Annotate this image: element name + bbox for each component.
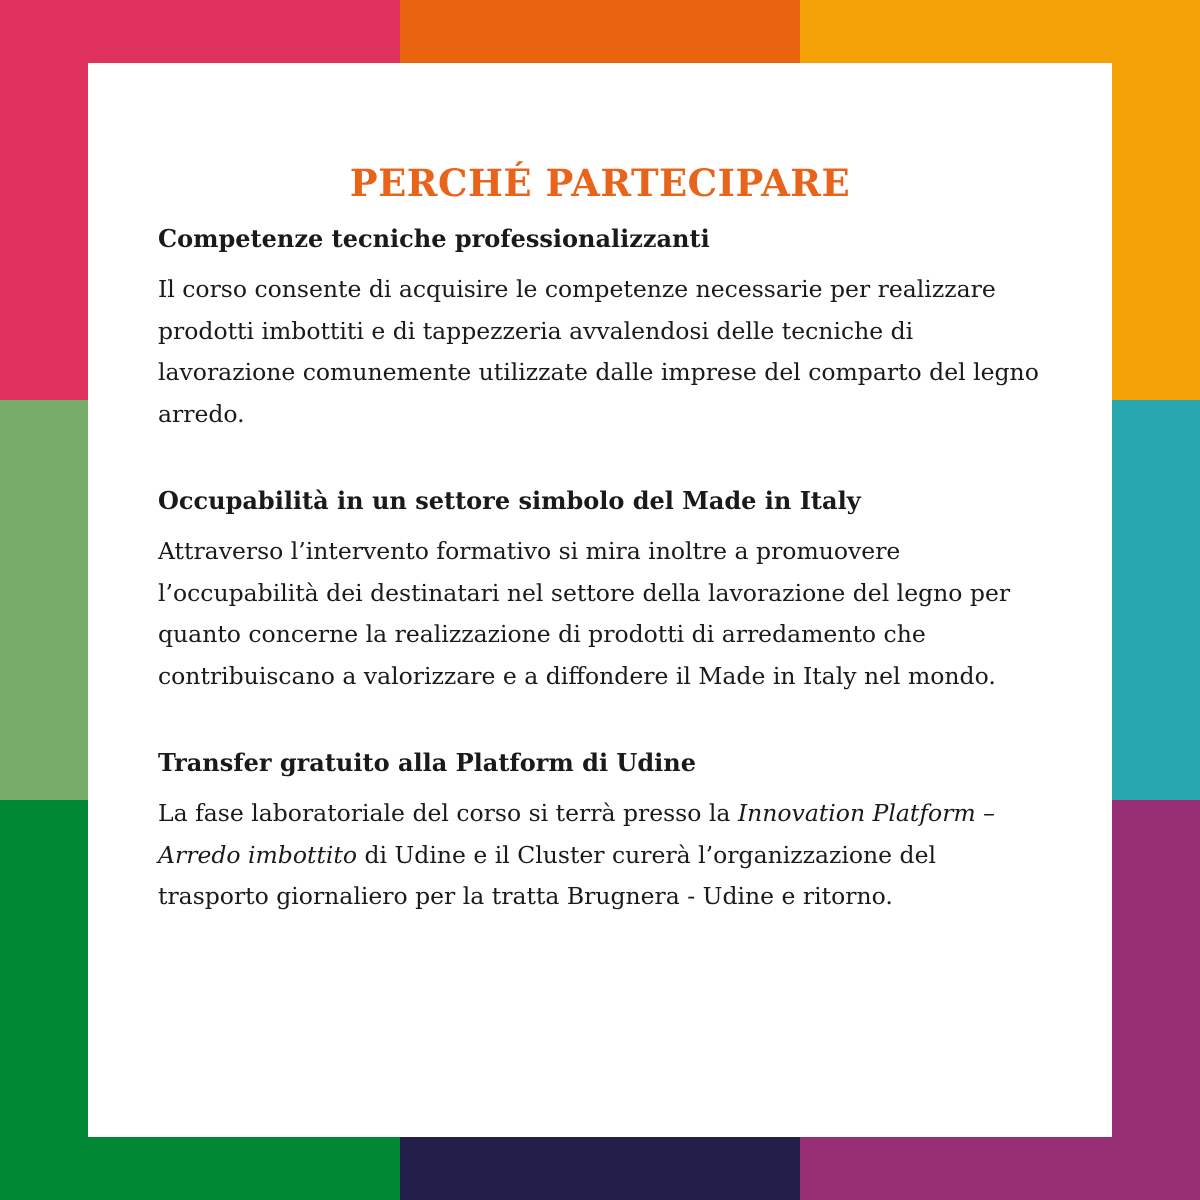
section-heading: Occupabilità in un settore simbolo del Made in Italy [158,486,861,515]
section-competenze [158,219,1042,435]
section-occupabilita [158,481,1042,697]
section-heading: Transfer gratuito alla Platform di Udine [158,748,696,777]
content-card [88,63,1112,1137]
section-body: Il corso consente di acquisire le competenze necessarie per realizzare prodotti imbottiti e di tappezzeria avvalendosi delle tecniche di lavorazione comunemente utilizzate dalle imprese del comparto del legno arredo. [158,275,1039,428]
section-transfer [158,743,1042,918]
body-text-after: di Udine e il Cluster curerà l’organizzazione del trasporto giornaliero per la tratta Brugnera - Udine e ritorno. [158,840,937,910]
page-title: PERCHÉ PARTECIPARE [349,161,851,205]
section-body: Attraverso l’intervento formativo si mira inoltre a promuovere l’occupabilità dei destinatari nel settore della lavorazione del legno per quanto concerne la realizzazione di prodotti di arredamento che contribuiscano a valorizzare e a diffondere il Made in Italy nel mondo. [158,537,1011,690]
body-text-before: La fase laboratoriale del corso si terrà presso la [158,799,738,827]
body-text-italic: Innovation Platform – Arredo imbottito [158,799,995,869]
section-body [158,793,1042,918]
section-heading: Competenze tecniche professionalizzanti [158,224,710,253]
